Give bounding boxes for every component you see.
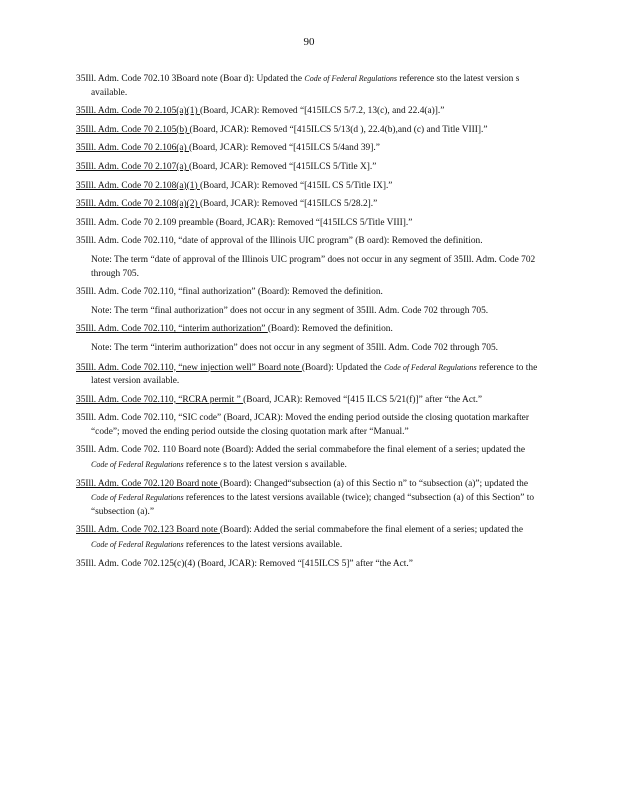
entry-text: 35Ill. Adm. Code 70 2.109 preamble (Board, JCAR): Removed “[415ILCS 5/Title VIII].” [76,217,413,228]
entry-text: (Board, JCAR): Removed “[415ILCS 5/7.2, 13(c), and 22.4(a)].” [199,106,445,117]
amendment-entry [76,72,538,100]
amendment-entry [76,124,538,138]
amendment-entry [76,161,538,175]
entry-text: (Board): Removed the definition. [267,324,393,335]
note-paragraph [76,254,538,281]
amendment-entry [76,235,538,249]
underlined-citation: 35Ill. Adm. Code 702.110, “interim authorization” [76,324,268,335]
underlined-citation: 35Ill. Adm. Code 702.110, “new injection well” Board note [76,362,302,373]
underlined-citation: 35Ill. Adm. Code 70 2.108(a)(2) [76,199,200,210]
amendment-entry [76,323,538,337]
entry-text: reference s to the latest version s available. [183,460,347,471]
amendment-entry [76,286,538,300]
entry-text: (Board, JCAR): Removed “[415 ILCS 5/21(f)]” after “the Act.” [243,394,483,405]
entry-text: (Board, JCAR): Removed “[415ILCS 5/13(d ), 22.4(b),and (c) and Title VIII].” [189,124,488,135]
entry-text: reference to the latest version available. [91,362,538,387]
underlined-citation: 35Ill. Adm. Code 70 2.108(a)(1) [76,180,200,191]
entry-text: Note: The term “interim authorization” does not occur in any segment of 35Ill. Adm. Code 702 through 705. [91,342,499,353]
page-number: 90 [303,36,315,48]
underlined-citation: 35Ill. Adm. Code 702.110, “RCRA permit ” [76,394,244,405]
entry-text: (Board, JCAR): Removed “[415IL CS 5/Title IX].” [199,180,393,191]
amendment-entry [76,524,538,552]
underlined-citation: 35Ill. Adm. Code 70 2.107(a) [76,161,190,172]
underlined-citation: 35Ill. Adm. Code 702.120 Board note [76,478,220,489]
entry-text: 35Ill. Adm. Code 702.10 3Board note (Boar d): Updated the [76,74,305,84]
document-body [76,72,538,576]
entry-text: Note: The term “date of approval of the Illinois UIC program” does not occur in any segment of 35Ill. Adm. Code 702 through 705. [91,254,536,279]
amendment-entry [76,105,538,119]
amendment-entry [76,478,538,520]
amendment-entry [76,412,538,439]
underlined-citation: 35Ill. Adm. Code 70 2.105(a)(1) [76,106,200,117]
entry-text: (Board, JCAR): Removed “[415ILCS 5/Title X].” [189,161,377,172]
cfr-title: Code of Federal Regulations [304,74,398,83]
underlined-citation: 35Ill. Adm. Code 70 2.106(a) [76,143,190,154]
entry-text: (Board): Changed“subsection (a) of this Sectio n” to “subsection (a)”; updated the [220,478,528,489]
entry-text: Note: The term “final authorization” does not occur in any segment of 35Ill. Adm. Code 702 through 705. [91,305,489,316]
underlined-citation: 35Ill. Adm. Code 702.123 Board note [76,525,220,536]
amendment-entry [76,558,538,572]
cfr-title: Code of Federal Regulations [91,460,184,470]
entry-text: 35Ill. Adm. Code 702.110, “date of approval of the Illinois UIC program” (B oard): Removed the definition. [76,236,483,247]
amendment-entry [76,394,538,408]
entry-text: references to the latest versions available. [183,540,343,551]
entry-text: (Board): Updated the [301,362,384,373]
amendment-entry [76,217,538,231]
amendment-entry [76,180,538,194]
amendment-entry [76,142,538,156]
entry-text: 35Ill. Adm. Code 702.110, “SIC code” (Board, JCAR): Moved the ending period outside the closing quotation markafter “code”; moved the ending period outside the closing quotation mark after “Manual.” [76,413,529,437]
entry-text: 35Ill. Adm. Code 702.125(c)(4) (Board, JCAR): Removed “[415ILCS 5]” after “the Act.” [76,558,413,569]
entry-text: (Board, JCAR): Removed “[415ILCS 5/4and 39].” [189,143,380,154]
entry-text: (Board, JCAR): Removed “[415ILCS 5/28.2].” [199,199,378,210]
amendment-entry [76,444,538,472]
entry-text: (Board): Added the serial commabefore the final element of a series; updated the [220,525,524,536]
entry-text: 35Ill. Adm. Code 702.110, “final authorization” (Board): Removed the definition. [76,287,383,298]
cfr-title: Code of Federal Regulations [383,362,477,372]
entry-text: reference sto the latest version s available. [91,74,520,98]
amendment-entry [76,361,538,389]
underlined-citation: 35Ill. Adm. Code 70 2.105(b) [76,124,190,135]
note-paragraph [76,342,538,356]
cfr-title: Code of Federal Regulations [91,493,184,503]
entry-text: references to the latest versions available (twice); changed “subsection (a) of this Section” to “subsection (a).” [91,493,535,517]
amendment-entry [76,198,538,212]
cfr-title: Code of Federal Regulations [91,540,184,550]
note-paragraph [76,305,538,319]
entry-text: 35Ill. Adm. Code 702. 110 Board note (Board): Added the serial commabefore the final element of a series; updated the [76,445,525,456]
